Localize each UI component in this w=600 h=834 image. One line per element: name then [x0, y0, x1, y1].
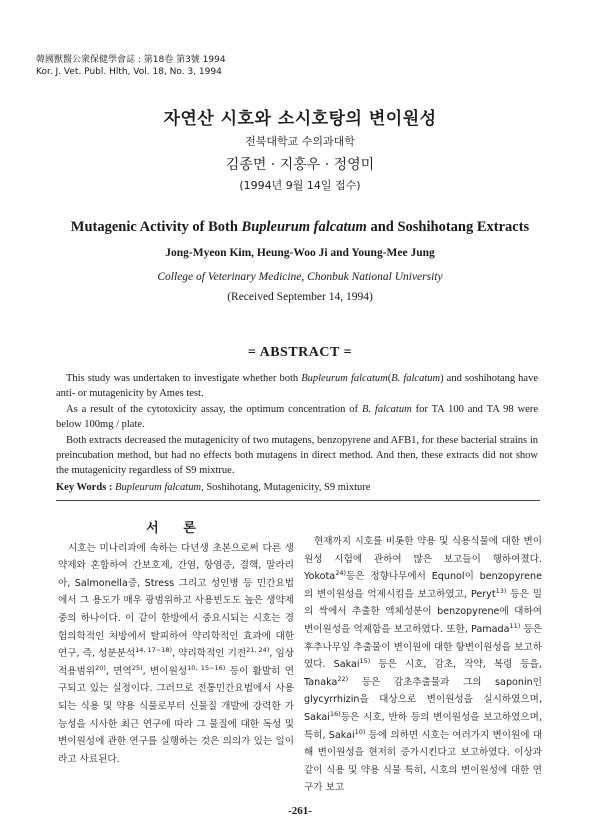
citation: 15) [359, 656, 371, 665]
text-run: , 면역 [105, 665, 132, 677]
species-name: B. falcatum [391, 373, 441, 384]
english-title-species: Bupleurum falcatum [241, 219, 367, 235]
page-number: -261- [288, 805, 312, 817]
divider-rule [56, 500, 540, 501]
citation: 10, 15~16) [187, 663, 226, 672]
text-run: 등은 정향나무에서 Equnol이 benzopyrene의 변이원성을 억제시킴을 보고하였고, Peryt [304, 571, 542, 600]
english-affiliation: College of Veterinary Medicine, Chonbuk National University [157, 271, 443, 283]
text-run: 등은 밀의 싹에서 추출한 액체성분이 benzopyrene에 대하여 변이원성을 억제함을 보고하였다. 또한, Pamada [304, 588, 542, 635]
english-received-date: (Received September 14, 1994) [227, 291, 373, 303]
citation: 11) [509, 621, 521, 630]
english-title-part: and Soshihotang Extracts [366, 219, 530, 235]
species-name: Bupleurum falcatum [301, 373, 388, 384]
text-run: , 임상적용범위 [58, 648, 295, 677]
citation: 14, 17~18) [135, 645, 173, 654]
citation: 13) [495, 586, 507, 595]
text-run: for TA 100 and TA 98 were below 100mg / plate. [56, 403, 538, 431]
species-name: Bupleurum falcatum [115, 482, 202, 493]
text-run: , 변이원성 [142, 665, 188, 677]
text-run: 등은 시호, 반하 등의 변이원성을 보고하였으며, 특히, Sakai [304, 711, 542, 741]
korean-title: 자연산 시호와 소시호탕의 변이원성 [163, 109, 437, 129]
text-run: , 약리학적인 기전 [172, 648, 247, 660]
abstract-paragraph [56, 402, 538, 433]
right-column [304, 533, 542, 797]
text-run: As a result of the cytotoxicity assay, the optimum concentration of [66, 403, 362, 415]
citation: 16) [329, 709, 341, 718]
text-run: 등이 활발히 연구되고 있는 실정이다. 그러므로 전통민간요법에서 사용되는 식용 및 약용 식물로부터 신물질 개발에 강력한 가능성을 시사한 최근 연구에 따라 그 물질에 대한 독성 및 변이원성에 관한 연구를 실행하는 것은 의의가 있는 일이라고 사료된다. [58, 665, 294, 765]
text-run: ) and soshihotang have anti- or mutagenicity by Ames test. [56, 373, 538, 400]
body-paragraph [304, 533, 542, 797]
citation: 21, 24) [246, 645, 270, 654]
korean-authors: 김종면 · 지홍우 · 정영미 [225, 157, 375, 173]
text-run: 현재까지 시호를 비롯한 약용 및 식용식물에 대한 변이원성 시험에 관하여 많은 보고들이 행하여졌다. Yokota [304, 536, 542, 583]
journal-header [36, 54, 226, 78]
text-run: 등에 의하면 시호는 여러가지 변이원에 대해 변이원성을 현저히 증가시킨다고 보고하였다. 이상과 같이 식용 및 약용 식물 특히, 시호의 변이원성에 대한 연구가 보고 [304, 729, 542, 794]
left-column [58, 520, 294, 768]
korean-received-date: (1994년 9월 14일 접수) [239, 179, 361, 192]
english-authors: Jong-Myeon Kim, Heung-Woo Ji and Young-Mee Jung [165, 247, 435, 259]
species-name: B. falcatum [361, 403, 412, 415]
citation: 25) [131, 663, 143, 672]
text-run: 등은 감초추출물과 그의 saponin인 glycyrrhizin을 대상으로 변이원성을 실시하였으며, Sakai [304, 676, 542, 723]
journal-korean: 韓國獸醫公衆保健學會誌 : 第18卷 第3號 1994 [36, 55, 226, 65]
text-run: 등은 시호, 감초, 작약, 복령 등을, Tanaka [304, 659, 542, 688]
body-paragraph [58, 540, 294, 769]
text-run: This study was undertaken to investigate whether both [66, 373, 302, 384]
abstract-paragraph: Both extracts decreased the mutagenicity of two mutagens, benzopyrene and AFB1, for these bacterial strains in preincubation method, but had no effects both mutagens in direct method. And then, these extracts did not show the mutagenicity regardless of S9 mixtrue. [56, 434, 538, 477]
key-words [56, 482, 538, 493]
journal-english: Kor. J. Vet. Publ. Hlth, Vol. 18, No. 3, 1994 [36, 67, 222, 77]
abstract-heading: = ABSTRACT = [247, 345, 353, 360]
key-words-label: Key Words : [56, 482, 116, 493]
english-title-part: Mutagenic Activity of Both [70, 219, 242, 235]
citation: 20) [95, 663, 106, 672]
text-run: 등은 후추나무잎 추출물이 변이원에 대한 항변이원성을 보고하였다. Sakai [304, 623, 542, 671]
korean-affiliation: 전북대학교 수의과대학 [245, 135, 355, 148]
citation: 22) [337, 674, 349, 683]
abstract-paragraph [56, 371, 538, 402]
section-title: 서 론 [146, 521, 206, 536]
abstract-body [56, 371, 538, 479]
text-run: ( [387, 373, 392, 384]
citation: 24) [335, 569, 346, 577]
text-run: , Soshihotang, Mutagenicity, S9 mixture [201, 482, 371, 493]
text-run: 시호는 미나리과에 속하는 다년생 초본으로써 다른 생약제와 혼합하여 간보호제, 간염, 항염증, 결핵, 말라리아, Salmonella증, Stress 그리고 성인병 등 민간요법에서 그 용도가 매우 광범위하고 사용빈도도 높은 생약제 중의 하나이다. 이 같이 한방에서 중요시되는 시호는 경험의학적인 처방에서 탈피하여 약리학적인 효과에 대한 연구, 즉, 성분분석 [58, 542, 294, 660]
citation: 10) [354, 727, 366, 736]
english-title [0, 219, 600, 236]
